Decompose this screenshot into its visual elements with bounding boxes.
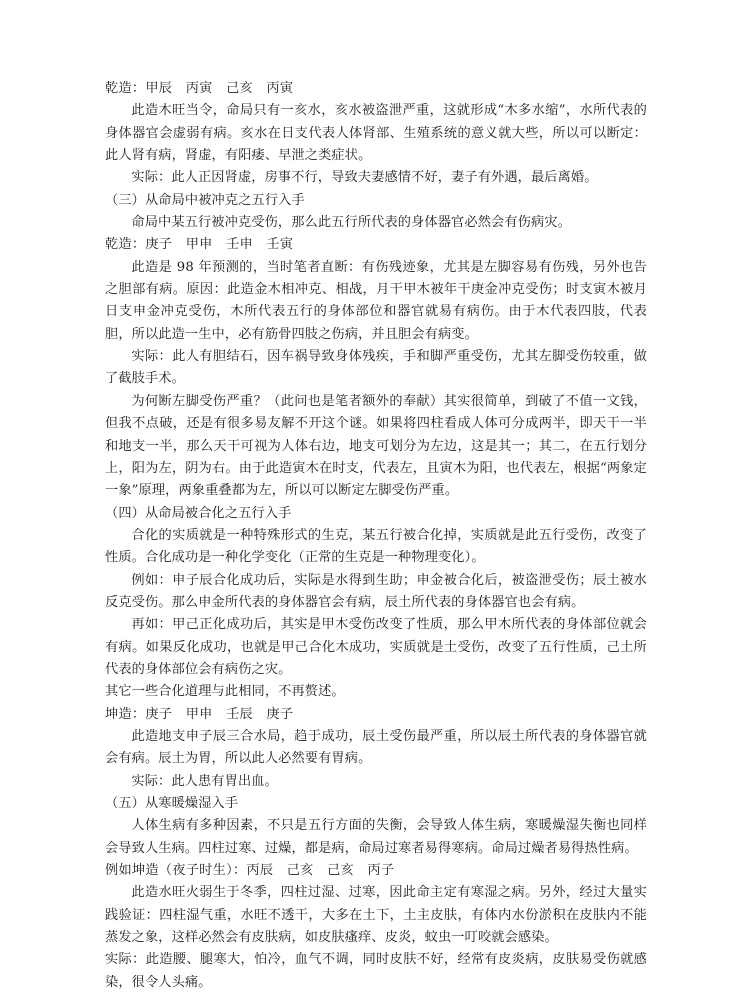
section-heading-five: （五）从寒暖燥湿入手: [105, 796, 239, 811]
paragraph-actual-3: 实际：此人患有胃出血。: [131, 773, 278, 789]
pillars-line-qianzao-1: 乾造：甲辰 丙寅 己亥 丙寅: [105, 81, 294, 96]
paragraph-analysis-2: 此造是 98 年预测的，当时笔者直断：有伤残迹象，尤其是左脚容易有伤残，另外也告之胆部有病。原因：此造金木相冲克、相战，月干甲木被年干庚金冲克受伤；时支寅木被月日支申金冲克受伤，木所代表五行的身体部位和器官就易有病伤。由于木代表四肢，代表胆，所以此造一生中，必有筋骨四肢之伤病，并且胆会有病变。: [105, 259, 647, 342]
paragraph-actual-1: 实际：此人正因肾虚，房事不行，导致夫妻感情不好，妻子有外遇，最后离婚。: [131, 170, 598, 186]
section-heading-three: （三）从命局中被冲克之五行入手: [105, 192, 305, 208]
paragraph-analysis-1: 此造木旺当令，命局只有一亥水，亥水被盗泄严重，这就形成“木多水缩”，水所代表的身体器官会虚弱有病。亥水在日支代表人体肾部、生殖系统的意义就大些，所以可以断定：此人肾有病，肾虚，有阳痿、早泄之类症状。: [105, 103, 647, 164]
paragraph-actual-4: 实际：此造腰、腿寒大，怕冷，血气不调，同时皮肤不好，经常有皮炎病，皮肤易受伤就感染，很令人头痛。: [105, 952, 647, 990]
paragraph-example-jiaji: 再如：甲己正化成功后，其实是甲木受伤改变了性质，那么甲木所代表的身体部位就会有病。如果反化成功，也就是甲己合化木成功，实质就是土受伤，改变了五行性质，己土所代表的身体部位会有病伤之灾。: [105, 617, 647, 677]
paragraph-other-hehua-note: 其它一些合化道理与此相同，不再赘述。: [105, 684, 345, 700]
paragraph-hehua-essence: 合化的实质就是一种特殊形式的生克，某五行被合化掉，实质就是此五行受伤，改变了性质。合化成功是一种化学变化（正常的生克是一种物理变化）。: [105, 527, 647, 566]
pillars-line-kunzao-2: 例如坤造（夜子时生）：丙辰 己亥 己亥 丙子: [105, 863, 395, 879]
paragraph-example-shenzichen: 例如：申子辰合化成功后，实际是水得到生助；申金被合化后，被盗泄受伤；辰土被水反克受伤。那么申金所代表的身体器官会有病，辰土所代表的身体器官也会有病。: [105, 572, 647, 610]
paragraph-explanation-left-foot: 为何断左脚受伤严重？（此问也是笔者额外的奉献）其实很简单，到破了不值一文钱，但我不点破，还是有很多易友解不开这个谜。如果将四柱看成人体可分成两半，即天干一半和地支一半，那么天干可视为人体右边，地支可划分为左边，这是其一；其二，在五行划分上，阳为左，阴为右。由于此造寅木在时支，代表左，且寅木为阳，也代表左，根据“两象定一象”原理，两象重叠都为左，所以可以断定左脚受伤严重。: [105, 393, 647, 499]
pillars-line-kunzao-1: 坤造：庚子 甲申 壬辰 庚子: [105, 706, 294, 722]
document-text-body: [105, 78, 647, 994]
pillars-line-qianzao-2: 乾造：庚子 甲申 壬申 壬寅: [105, 237, 294, 253]
paragraph-intro-three: 命局中某五行被冲克受伤，那么此五行所代表的身体器官必然会有伤病灾。: [131, 215, 571, 231]
section-heading-four: （四）从命局被合化之五行入手: [105, 505, 292, 521]
paragraph-analysis-3: 此造地支申子辰三合水局，趋于成功，辰土受伤最严重，所以辰土所代表的身体器官就会有病。辰土为胃，所以此人必然要有胃病。: [105, 728, 647, 767]
paragraph-intro-five: 人体生病有多种因素，不只是五行方面的失衡，会导致人体生病，寒暖燥湿失衡也同样会导致人生病。四柱过寒、过燥，都是病，命局过寒者易得寒病。命局过燥者易得热性病。: [105, 818, 647, 856]
paragraph-analysis-4: 此造水旺火弱生于冬季，四柱过湿、过寒，因此命主定有寒湿之病。另外，经过大量实践验证：四柱湿气重，水旺不透干，大多在土下，土主皮肤，有体内水份淤积在皮肤内不能蒸发之象，这样必然会有皮肤病，如皮肤瘙痒、皮炎，蚊虫一叮咬就会感染。: [105, 885, 647, 946]
paragraph-actual-2: 实际：此人有胆结石，因车祸导致身体残疾，手和脚严重受伤，尤其左脚受伤较重，做了截肢手术。: [105, 349, 647, 387]
